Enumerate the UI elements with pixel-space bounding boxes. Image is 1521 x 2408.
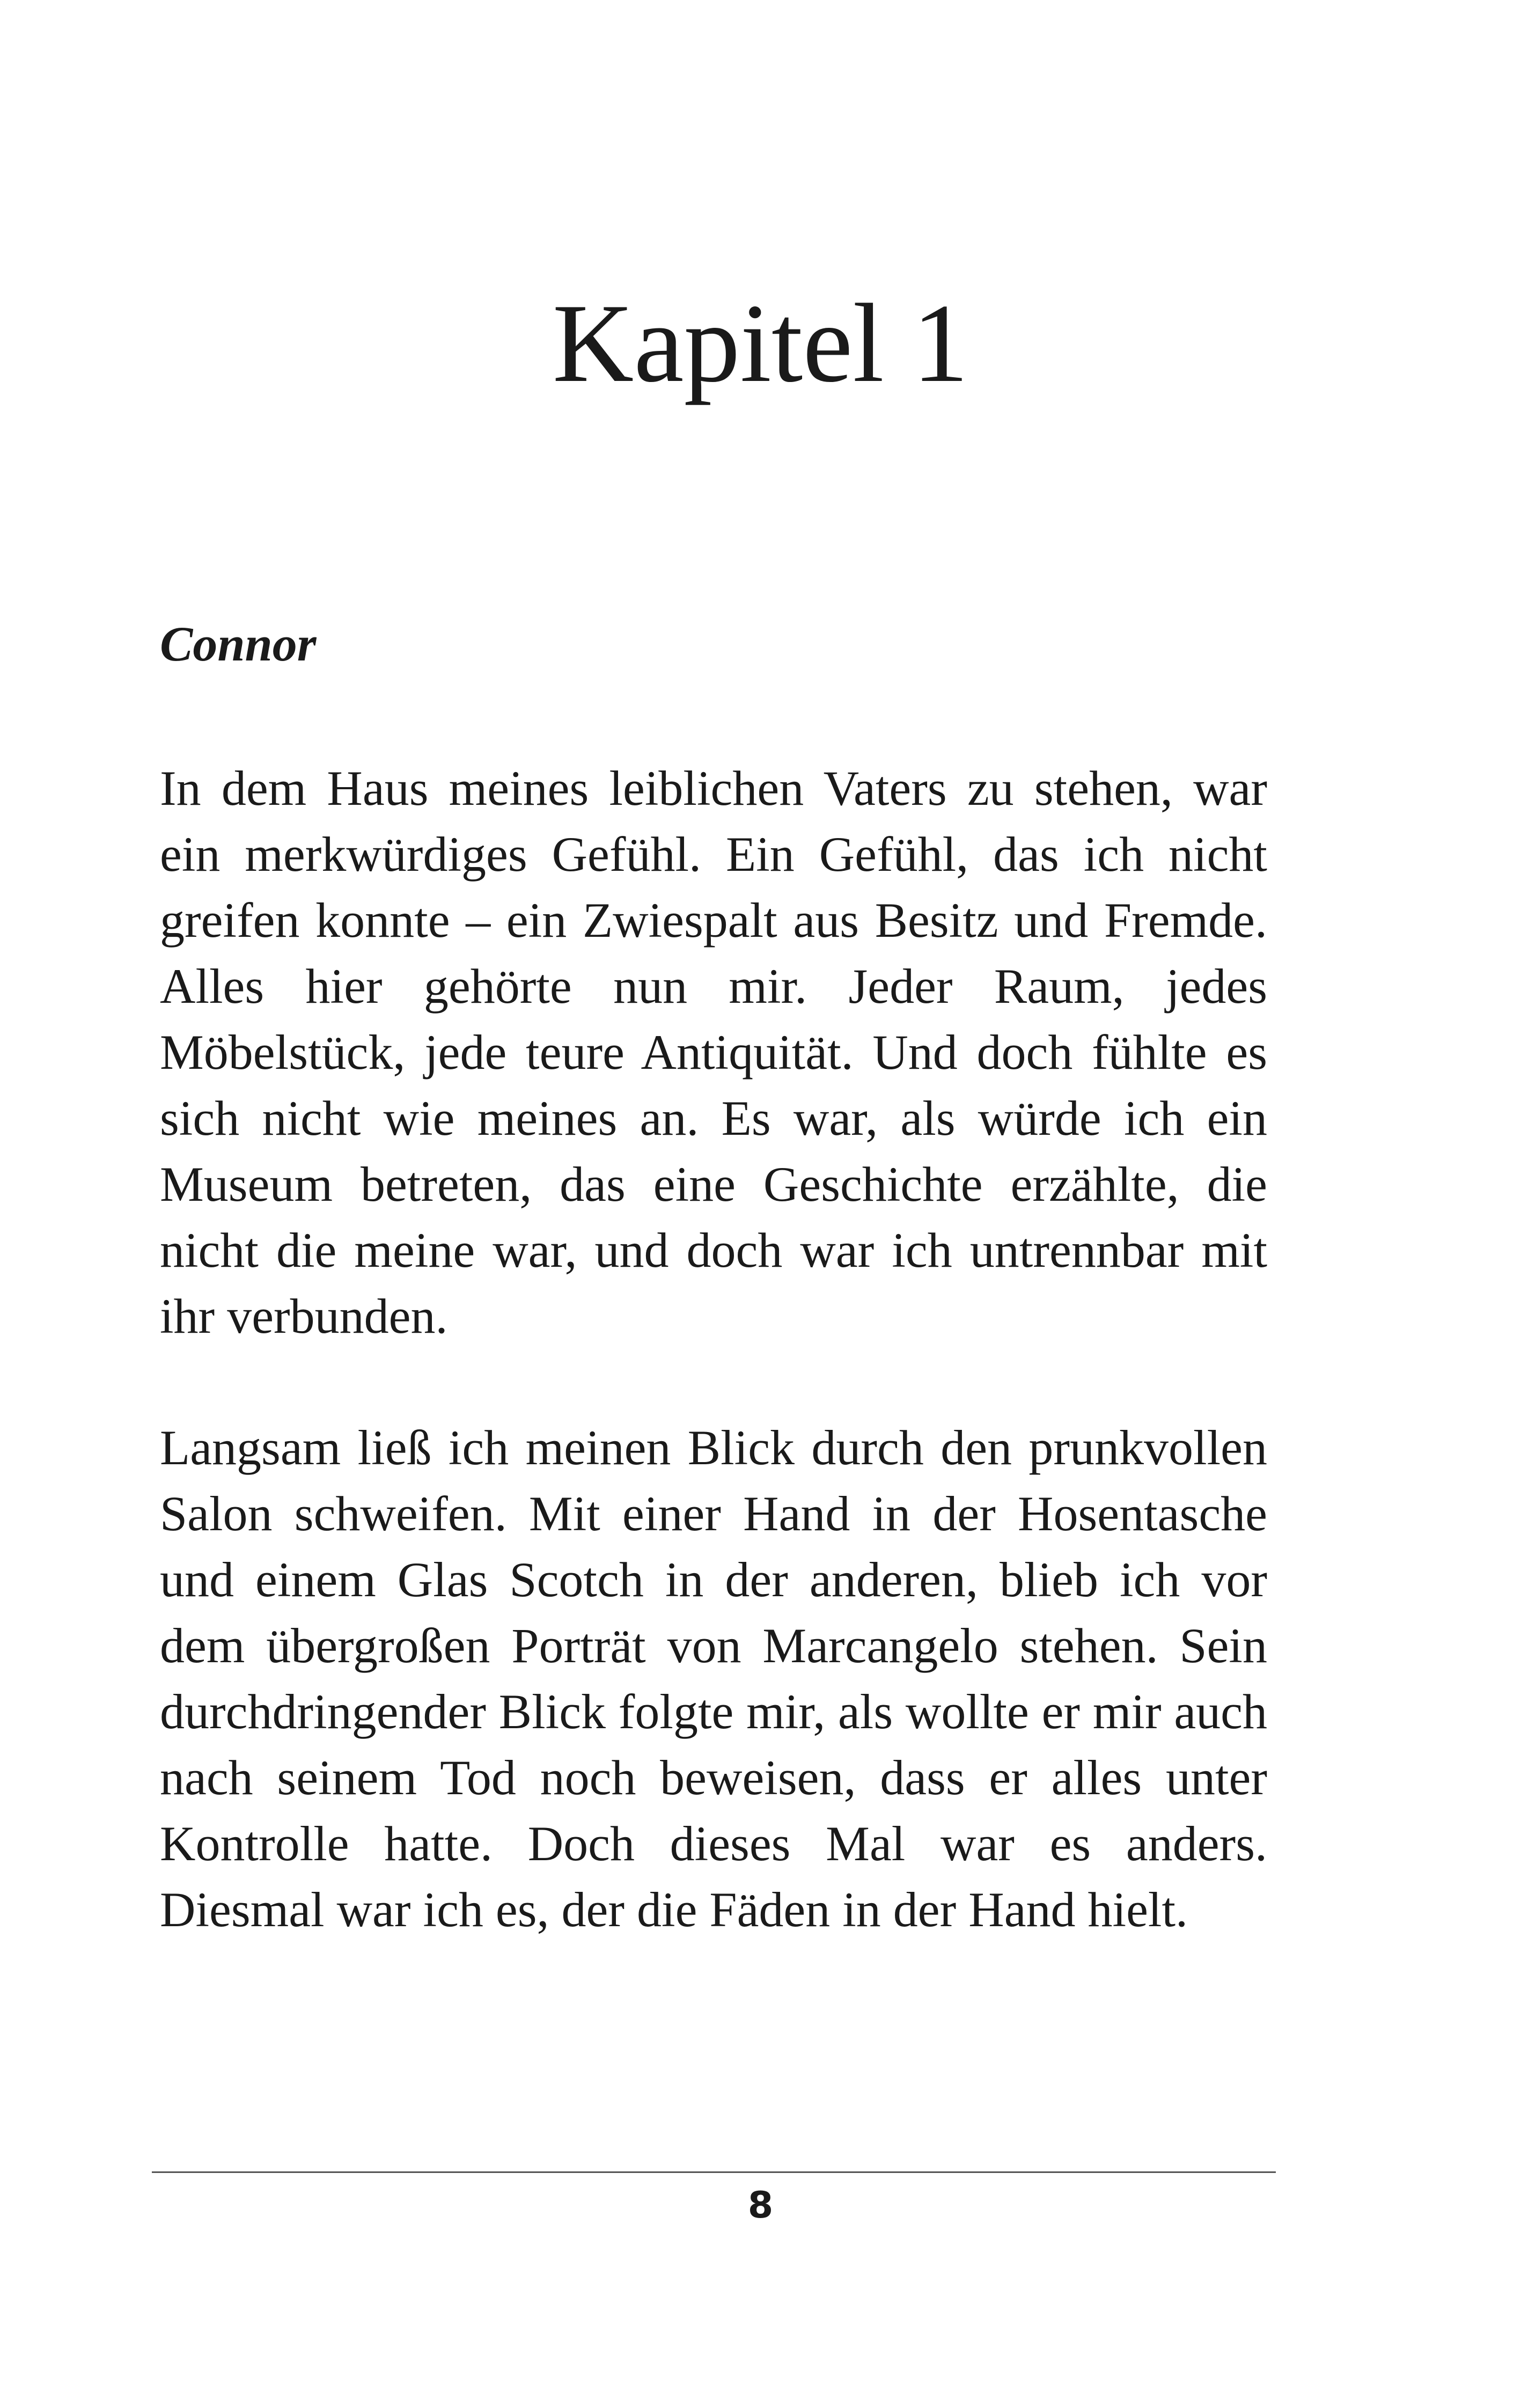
footer-divider: [152, 2171, 1276, 2173]
narrator-name: Connor: [160, 616, 317, 671]
body-paragraph: Langsam ließ ich meinen Blick durch den prunkvollen Salon schweifen. Mit einer Hand in der Hosentasche und einem Glas Scotch in der anderen, blieb ich vor dem übergroßen Porträt von Marcangelo stehen. Sein durchdringender Blick folgte mir, als wollte er mir auch nach seinem Tod noch beweisen, dass er alles unter Kontrolle hatte. Doch dieses Mal war es anders. Diesmal war ich es, der die Fäden in der Hand hielt.: [160, 1420, 1267, 1937]
chapter-title: Kapitel 1: [552, 281, 969, 406]
body-paragraph: In dem Haus meines leiblichen Vaters zu stehen, war ein merkwürdiges Gefühl. Ein Gefühl, das ich nicht greifen konnte – ein Zwiespalt aus Besitz und Fremde. Alles hier gehörte nun mir. Jeder Raum, jedes Möbelstück, jede teure Antiquität. Und doch fühlte es sich nicht wie meines an. Es war, als würde ich ein Museum betreten, das eine Geschichte erzählte, die nicht die meine war, und doch war ich untrennbar mit ihr verbunden.: [160, 761, 1267, 1344]
page-number: 8: [747, 2184, 774, 2227]
